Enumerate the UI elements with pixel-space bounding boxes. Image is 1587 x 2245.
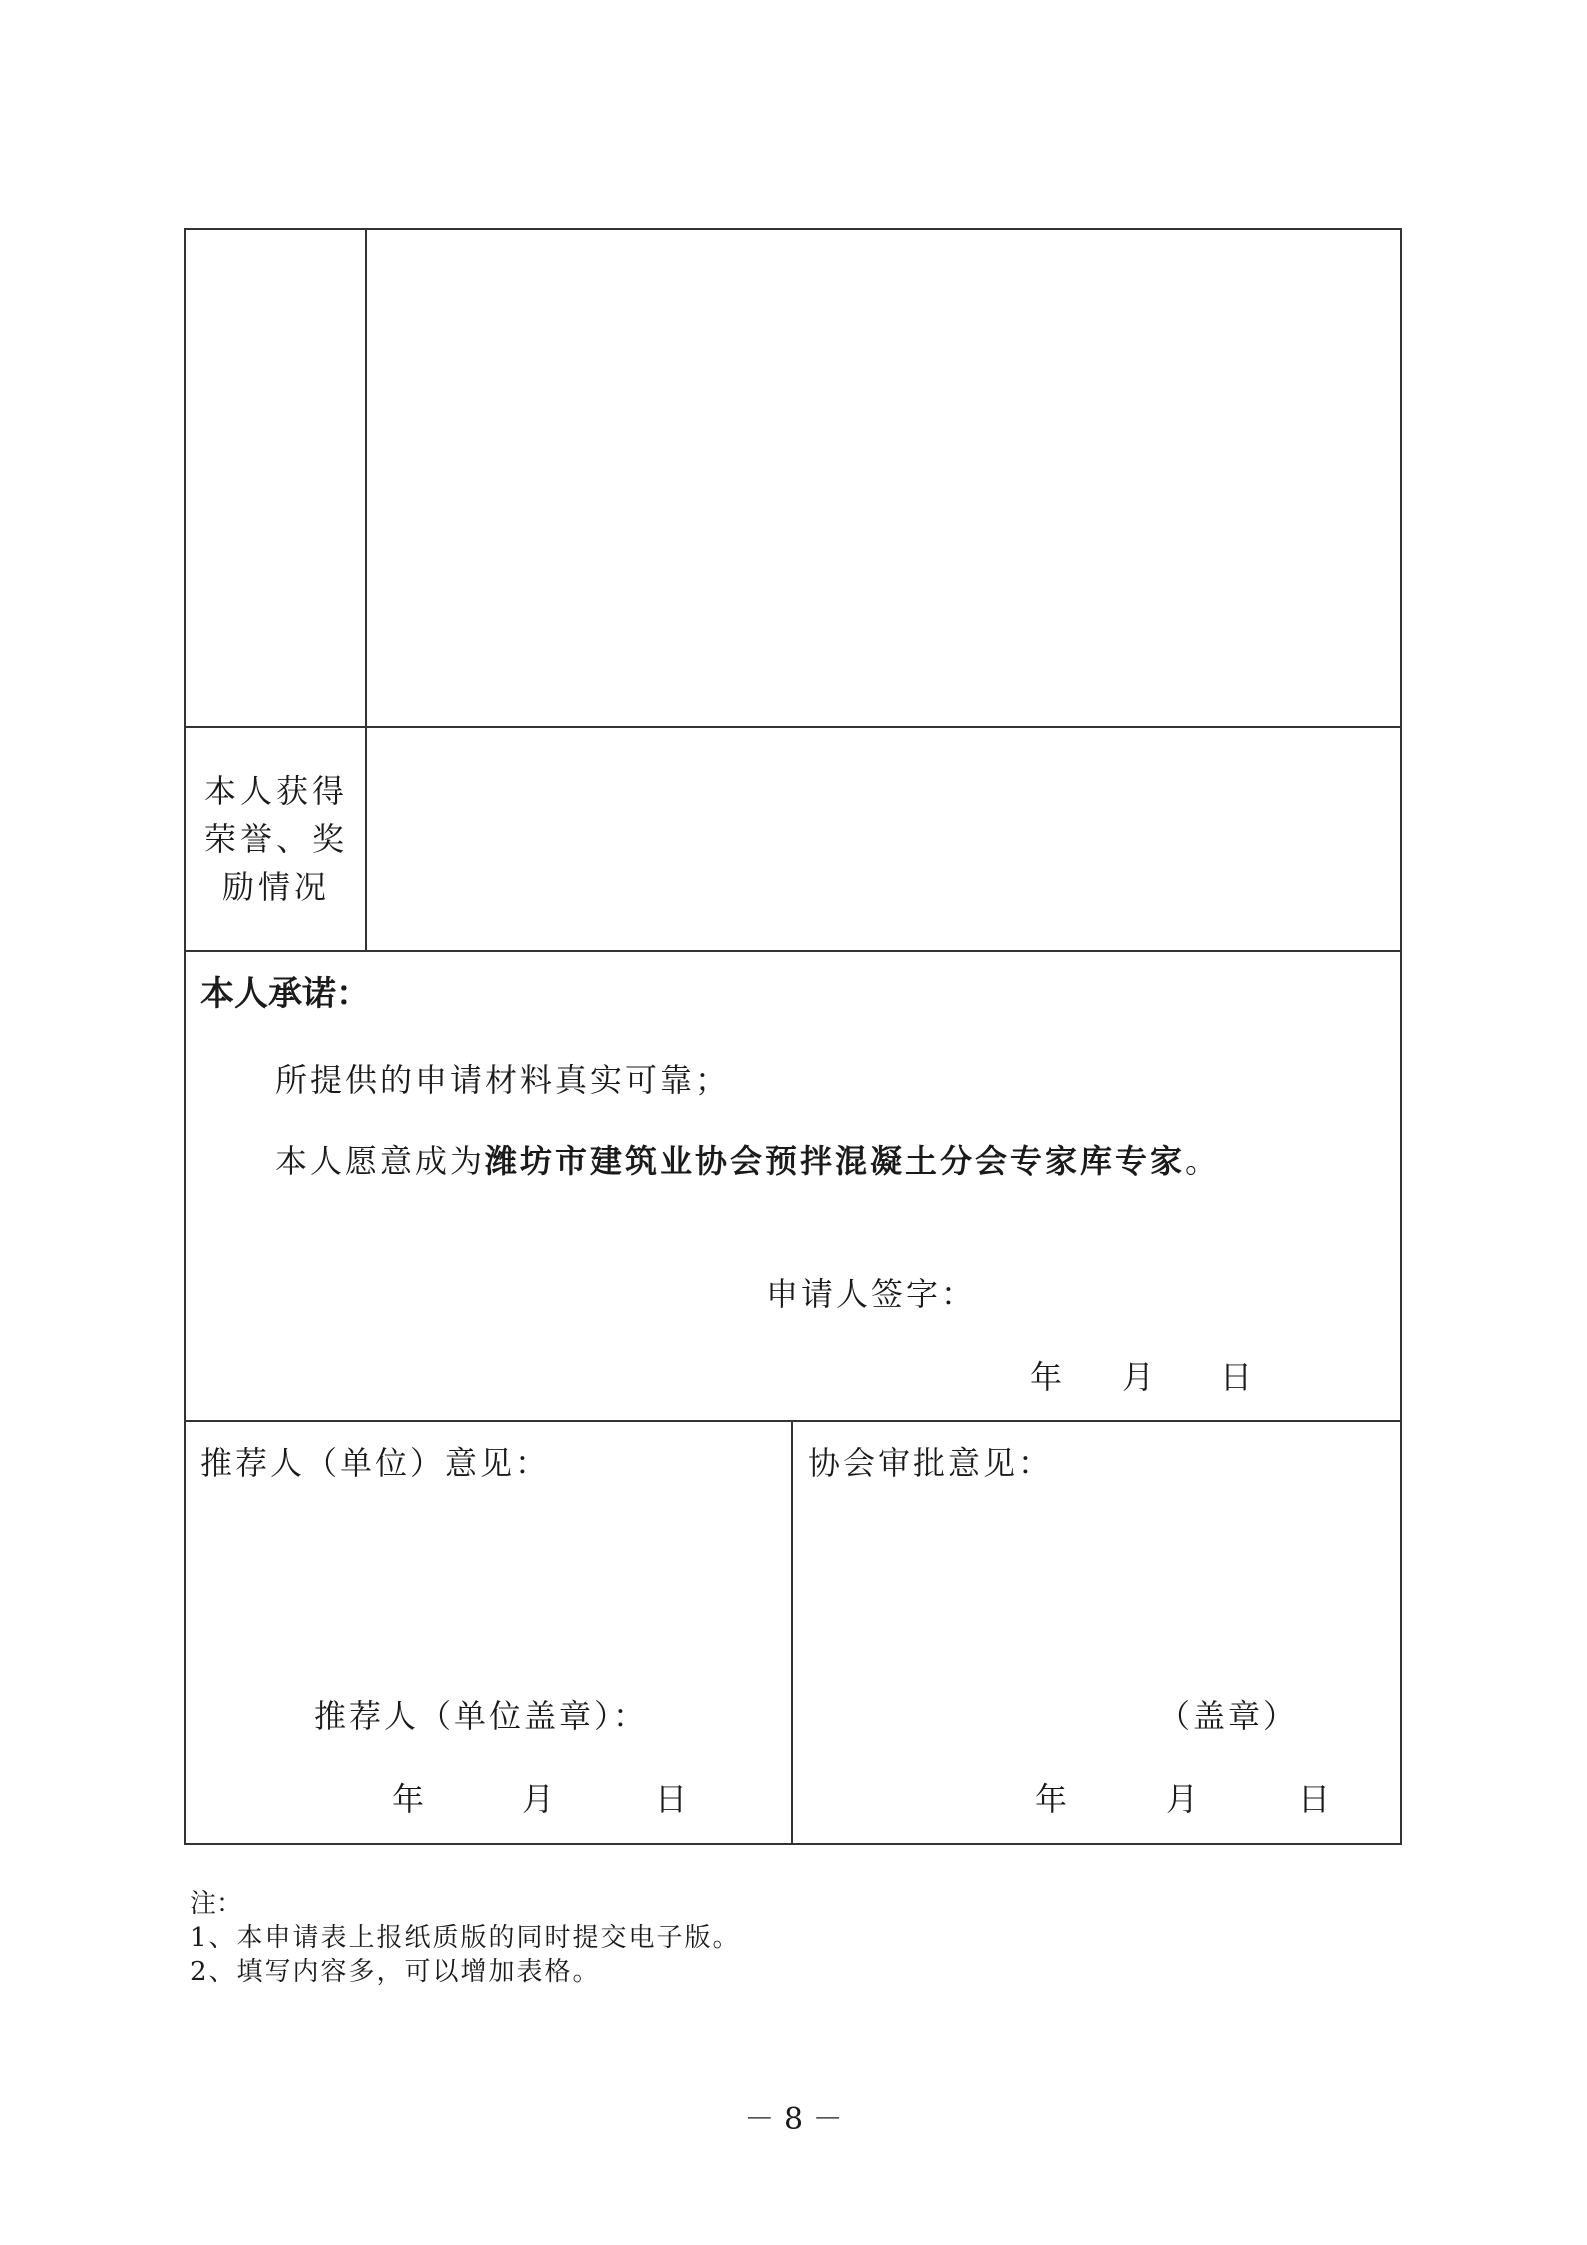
table-left-border [184,228,186,1845]
row-divider-3 [184,1420,1402,1422]
recommender-date-year: 年 [392,1780,425,1818]
recommender-date-month: 月 [522,1780,555,1818]
opinion-column-divider [791,1420,793,1845]
pledge-date-month: 月 [1122,1358,1155,1396]
note-item-1: 1、本申请表上报纸质版的同时提交电子版。 [190,1923,741,1953]
association-date-month: 月 [1166,1780,1199,1818]
recommender-date-day: 日 [655,1780,688,1818]
table-right-border [1400,228,1402,1845]
pledge-line-2 [275,1142,1220,1180]
association-date-year: 年 [1035,1780,1068,1818]
table-bottom-border [184,1843,1402,1845]
pledge-heading: 本人承诺： [200,974,370,1014]
page-number: － 8 － [744,2102,843,2137]
association-opinion-heading: 协会审批意见： [808,1444,1054,1482]
pledge-line-2-suffix: 。 [1185,1142,1221,1180]
recommender-seal-label: 推荐人（单位盖章）： [314,1697,649,1735]
association-seal-label: （盖章） [1158,1697,1299,1735]
pledge-date-day: 日 [1220,1358,1253,1396]
honors-label: 本人获得荣誉、奖励情况 [203,771,348,906]
pledge-date-year: 年 [1030,1358,1063,1396]
pledge-line-1: 所提供的申请材料真实可靠； [275,1061,731,1099]
association-date-day: 日 [1298,1780,1331,1818]
applicant-signature-label: 申请人签字： [766,1275,977,1313]
pledge-organization-name: 潍坊市建筑业协会预拌混凝土分会专家库专家 [485,1142,1186,1180]
pledge-line-2-prefix: 本人愿意成为 [275,1142,486,1180]
recommender-opinion-heading: 推荐人（单位）意见： [200,1444,551,1482]
note-item-2: 2、填写内容多，可以增加表格。 [190,1957,601,1987]
notes-title: 注： [190,1889,243,1919]
honors-label-cell [186,727,366,950]
